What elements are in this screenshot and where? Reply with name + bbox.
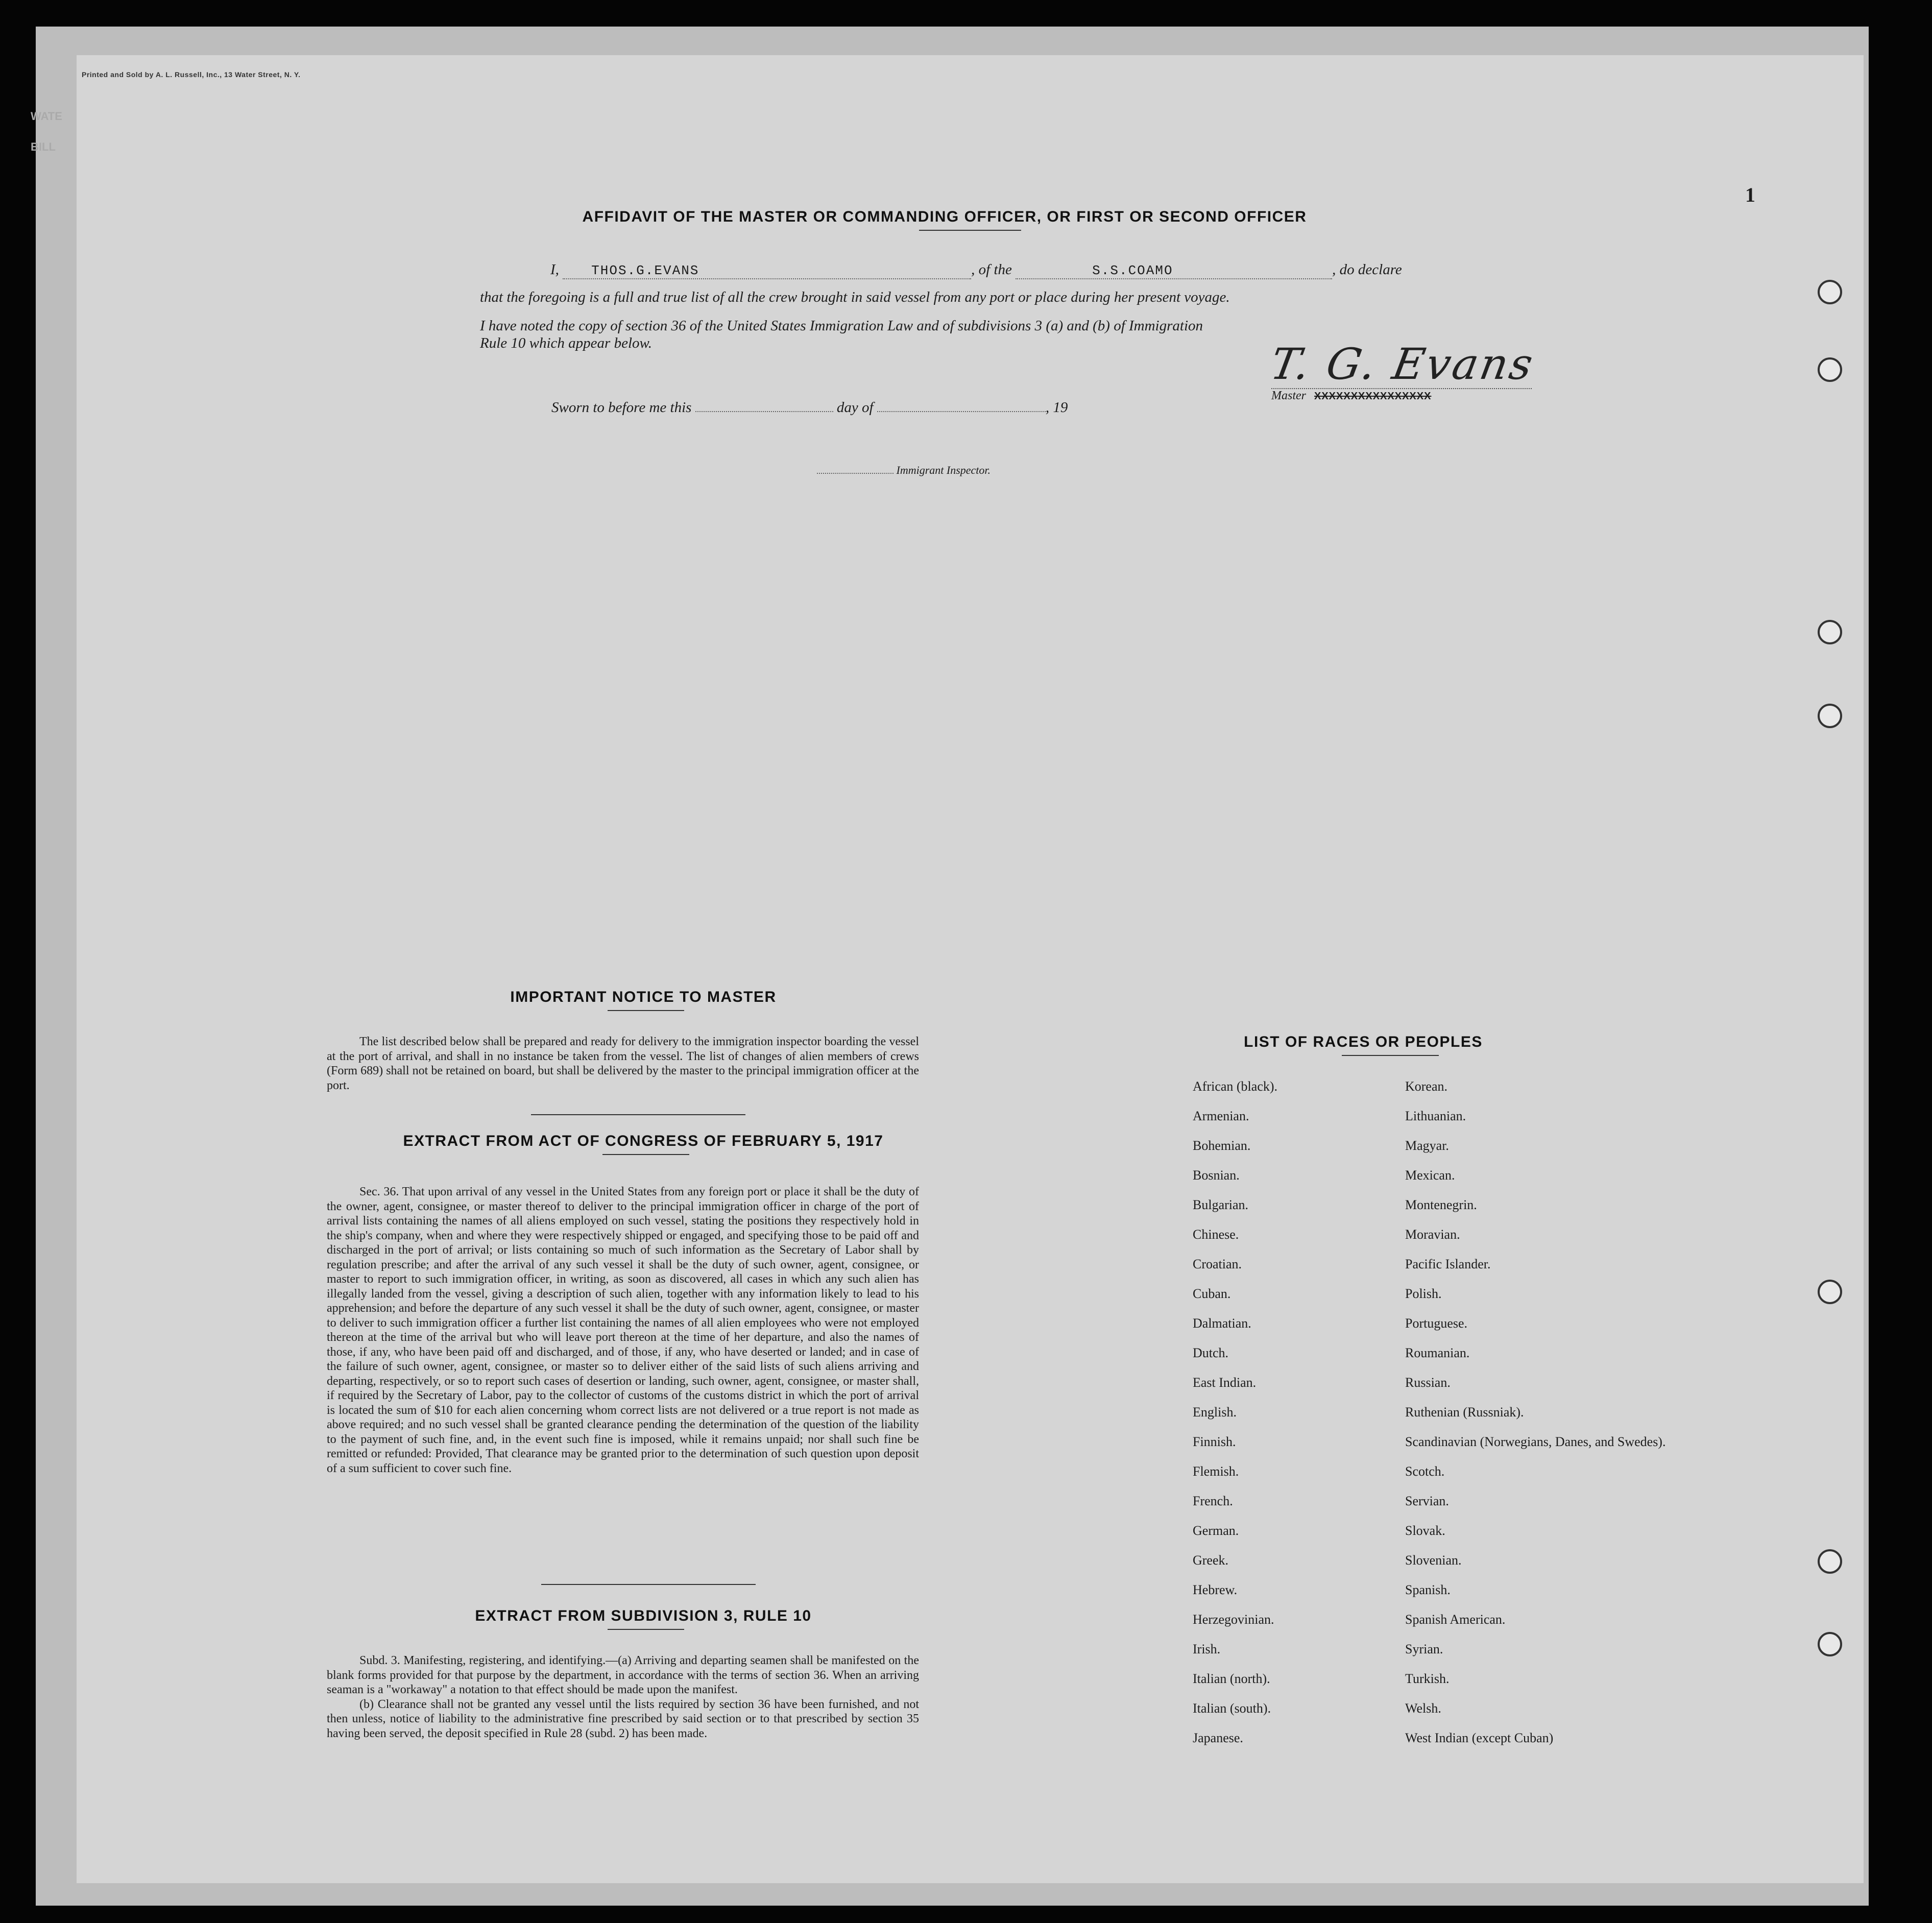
binder-hole-icon: [1818, 1632, 1842, 1656]
race-item: Dutch.: [1193, 1345, 1229, 1360]
binder-hole-icon: [1818, 357, 1842, 382]
binder-hole-icon: [1818, 280, 1842, 304]
heading-divider: [919, 230, 1021, 231]
notice-paragraph: [327, 1035, 919, 1093]
page-mark: 1: [1745, 183, 1755, 206]
binder-hole-icon: [1818, 1549, 1842, 1574]
master-name: THOS.G.EVANS: [591, 263, 699, 278]
master-label: Master: [1271, 389, 1306, 402]
race-item: East Indian.: [1193, 1375, 1257, 1390]
heading-divider: [1342, 1055, 1439, 1056]
of-the-label: , of the: [971, 261, 1012, 278]
race-item: Slovenian.: [1405, 1553, 1462, 1568]
race-item: Croatian.: [1193, 1257, 1242, 1271]
sworn-label: Sworn to before me this: [551, 399, 692, 416]
day-of-label: day of: [836, 399, 874, 416]
race-item: Dalmatian.: [1193, 1316, 1251, 1331]
races-right-column: [1405, 1079, 1666, 1761]
race-item: Korean.: [1405, 1079, 1448, 1094]
document-page: [31, 55, 1864, 1883]
sworn-line: [551, 399, 1068, 416]
race-item: Hebrew.: [1193, 1582, 1238, 1597]
act-paragraph: [327, 1185, 919, 1476]
vessel-name: S.S.COAMO: [1092, 263, 1173, 278]
affidavit-line-1: [550, 261, 1402, 279]
binder-hole-icon: [1818, 704, 1842, 728]
do-declare-label: , do declare: [1332, 261, 1402, 278]
master-signature-line: [1271, 388, 1532, 403]
race-item: Syrian.: [1405, 1642, 1443, 1656]
race-item: Herzegovinian.: [1193, 1612, 1274, 1627]
rule-paragraph: [327, 1653, 919, 1741]
race-item: Pacific Islander.: [1405, 1257, 1491, 1271]
race-item: Spanish American.: [1405, 1612, 1506, 1627]
race-item: Moravian.: [1405, 1227, 1460, 1242]
inspector-label: Immigrant Inspector.: [896, 464, 991, 476]
race-item: Welsh.: [1405, 1701, 1441, 1716]
rule-heading: EXTRACT FROM SUBDIVISION 3, RULE 10: [475, 1607, 812, 1624]
race-item: Japanese.: [1193, 1730, 1243, 1745]
rule-text-b: (b) Clearance shall not be granted any vessel until the lists required by section 36 have been furnished, and not then unless, notice of liability to the administrative fine prescribed by said section or to that prescribed by section 35 having been served, the deposit specified in Rule 28 (subd. 2) has been made.: [327, 1697, 919, 1740]
race-item: Servian.: [1405, 1494, 1449, 1508]
race-item: Cuban.: [1193, 1286, 1231, 1301]
printer-imprint: Printed and Sold by A. L. Russell, Inc., 13 Water Street, N. Y.: [82, 70, 301, 79]
affidavit-line-4: Rule 10 which appear below.: [480, 335, 652, 351]
race-item: Mexican.: [1405, 1168, 1455, 1183]
race-item: Finnish.: [1193, 1434, 1236, 1449]
races-left-column: [1193, 1079, 1277, 1761]
affidavit-line-3: I have noted the copy of section 36 of the United States Immigration Law and of subdivisions 3 (a) and (b) of Immigration: [480, 318, 1203, 334]
master-signature: T. G. Evans: [1267, 339, 1539, 389]
race-item: Flemish.: [1193, 1464, 1239, 1479]
binder-hole-icon: [1818, 1280, 1842, 1304]
race-item: Russian.: [1405, 1375, 1451, 1390]
act-text: Sec. 36. That upon arrival of any vessel in the United States from any foreign port or place it shall be the duty of the owner, agent, consignee, or master thereof to deliver to the principal immigration officer in charge of the port of arrival lists containing the names of all aliens employed on such vessel, stating the positions they respectively hold in the ship's company, when and where they were respectively shipped or engaged, and specifying those to be paid off and discharged in the port of arrival; or lists containing so much of such information as the Secretary of Labor shall by regulation prescribe; and after the arrival of any such vessel it shall be the duty of such owner, agent, consignee, or master to report to such immigration officer, in writing, as soon as discovered, all cases in which any such alien has illegally landed from the vessel, giving a description of such alien, together with any information likely to lead to his apprehension; and before the departure of any such vessel it shall be the duty of such owner, agent, consignee, or master to deliver to such immigration officer a further list containing the names of all alien employees who were not employed thereon at the time of the arrival but who will leave port thereon at the time of her departure, and also the names of those, if any, who have been paid off and discharged, and of those, if any, who have deserted or landed; and in case of the failure of such owner, agent, consignee, or master so to deliver either of the said lists of such aliens arriving and departing, respectively, or so to report such cases of desertion or landing, such owner, agent, consignee, or master shall, if required by the Secretary of Labor, pay to the collector of customs of the customs district in which the port of arrival is located the sum of $10 for each alien concerning whom correct lists are not delivered or a true report is not made as above required; and no such vessel shall be granted clearance pending the determination of the question of the liability to the payment of such fine, and, in the event such fine is imposed, while it remains unpaid; nor shall such fine be remitted or refunded: Provided, That clearance may be granted prior to the determination of such question upon deposit of a sum sufficient to cover such fine.: [327, 1185, 919, 1475]
heading-divider: [608, 1629, 684, 1630]
race-item: Scandinavian (Norwegians, Danes, and Swedes).: [1405, 1434, 1666, 1449]
section-divider: [541, 1584, 756, 1585]
affidavit-heading: AFFIDAVIT OF THE MASTER OR COMMANDING OFFICER, OR FIRST OR SECOND OFFICER: [582, 208, 1307, 225]
i-label: I,: [550, 261, 559, 278]
year-label: , 19: [1045, 399, 1068, 416]
race-item: Italian (north).: [1193, 1671, 1270, 1686]
race-item: Montenegrin.: [1405, 1197, 1477, 1212]
act-heading: EXTRACT FROM ACT OF CONGRESS OF FEBRUARY 5, 1917: [403, 1133, 884, 1149]
heading-divider: [602, 1154, 689, 1155]
races-list: [1193, 1079, 1666, 1784]
race-item: Lithuanian.: [1405, 1109, 1466, 1123]
race-item: French.: [1193, 1494, 1233, 1508]
race-item: Portuguese.: [1405, 1316, 1468, 1331]
edge-text-1: WATE: [31, 110, 62, 123]
race-item: Scotch.: [1405, 1464, 1445, 1479]
notice-text: The list described below shall be prepared and ready for delivery to the immigration inspector boarding the vessel at the port of arrival, and shall in no instance be taken from the vessel. The list of changes of alien members of crews (Form 689) shall not be retained on board, but shall be delivered by the master to the principal immigration officer at the port.: [327, 1035, 919, 1092]
edge-text-2: BILL: [31, 140, 56, 153]
race-item: Bosnian.: [1193, 1168, 1240, 1183]
section-divider: [531, 1114, 745, 1115]
race-item: Italian (south).: [1193, 1701, 1271, 1716]
race-item: Ruthenian (Russniak).: [1405, 1405, 1524, 1420]
race-item: West Indian (except Cuban): [1405, 1730, 1554, 1745]
race-item: Spanish.: [1405, 1582, 1451, 1597]
race-item: Polish.: [1405, 1286, 1442, 1301]
race-item: Bohemian.: [1193, 1138, 1251, 1153]
race-item: African (black).: [1193, 1079, 1278, 1094]
race-item: Slovak.: [1405, 1523, 1445, 1538]
race-item: German.: [1193, 1523, 1239, 1538]
race-item: Turkish.: [1405, 1671, 1450, 1686]
race-item: Bulgarian.: [1193, 1197, 1249, 1212]
races-heading: LIST OF RACES OR PEOPLES: [1244, 1033, 1483, 1050]
race-item: Chinese.: [1193, 1227, 1239, 1242]
affidavit-line-2: that the foregoing is a full and true list of all the crew brought in said vessel from any port or place during her present voyage.: [480, 289, 1230, 305]
race-item: Roumanian.: [1405, 1345, 1470, 1360]
race-item: Irish.: [1193, 1642, 1221, 1656]
edge-text: [31, 101, 61, 162]
race-item: Armenian.: [1193, 1109, 1249, 1123]
notice-heading: IMPORTANT NOTICE TO MASTER: [510, 989, 777, 1005]
race-item: Magyar.: [1405, 1138, 1449, 1153]
race-item: English.: [1193, 1405, 1237, 1420]
binder-hole-icon: [1818, 620, 1842, 644]
heading-divider: [608, 1010, 684, 1011]
race-item: Greek.: [1193, 1553, 1229, 1568]
rule-text-a: Subd. 3. Manifesting, registering, and identifying.—(a) Arriving and departing seamen shall be manifested on the blank forms provided for that purpose by the department, in accordance with the terms of section 36. When an arriving seaman is a "workaway" a notation to that effect should be made upon the manifest.: [327, 1654, 919, 1696]
struck-title: XXXXXXXXXXXXXXXX: [1314, 391, 1432, 402]
inspector-line: [817, 464, 991, 477]
